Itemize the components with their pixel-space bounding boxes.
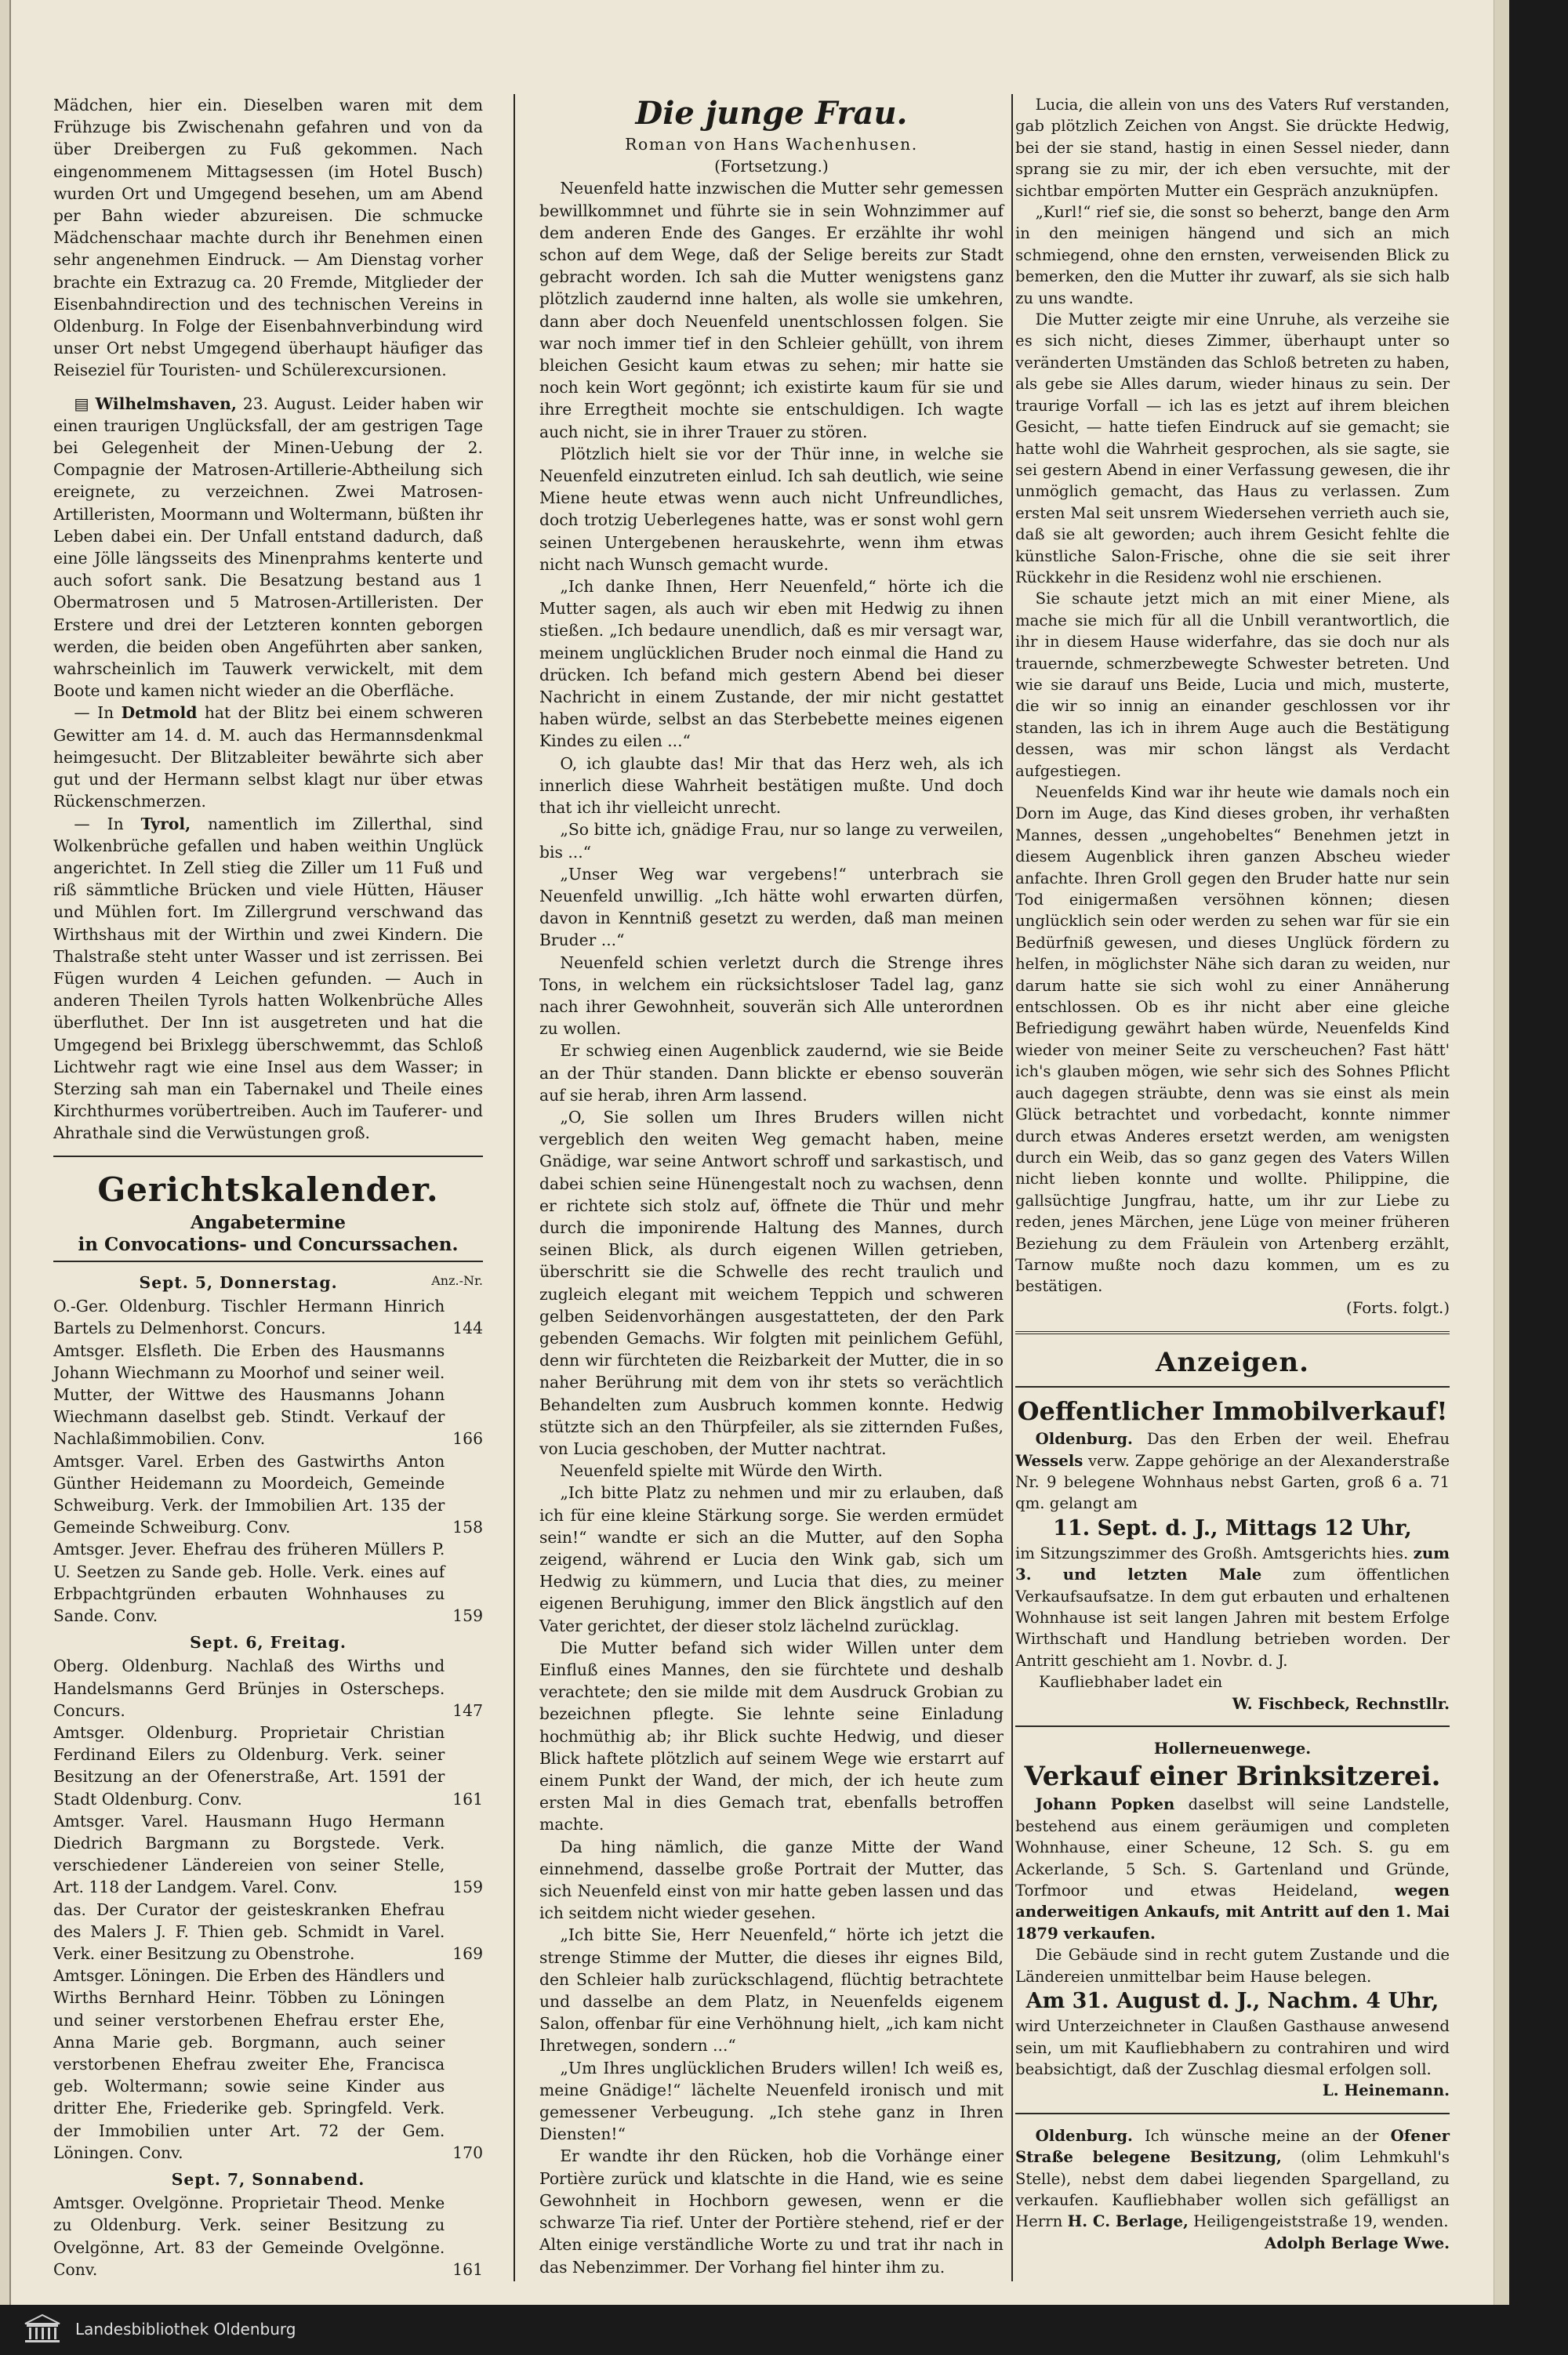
ad-date: 11. Sept. d. J., Mittags 12 Uhr, [1053, 1515, 1412, 1540]
ad-signature: Adolph Berlage Wwe. [1265, 2233, 1450, 2252]
court-entry-text: Oberg. Oldenburg. Nachlaß des Wirths und Handelsmanns Gerd Brünjes in Osterscheps. Concurs. [53, 1656, 445, 1720]
court-entry-number: 159 [452, 1606, 483, 1625]
previous-page-edge [0, 0, 11, 2305]
page-edge [1494, 0, 1509, 2305]
story-paragraph: Neuenfeld spielte mit Würde den Wirth. [560, 1461, 883, 1481]
ad-text-part: zum öffentlichen Verkaufsaufsatze. In dem gut erbauten und erhaltenen Wohnhause ist seit langen Jahren mit bestem Erfolge Wirthschaft und Handlung betrieben worden. Der Antritt geschieht am 1. Novbr. d. J. [1015, 1566, 1450, 1670]
story-paragraph: „Ich bitte Platz zu nehmen und mir zu erlauben, daß ich für eine kleine Stärkung sorge. Sie werden ermüdet sein!“ wandte er sich an die Mutter, auf den Sopha zeigend, während er Lucia den Wink gab, sich um Hedwig zu kümmern, und Lucia that dies, zu meiner eigenen Beruhigung, immer den Blick ängstlich auf den Vater gerichtet, der dieser stolz lächelnd zurücklag. [539, 1483, 1004, 1635]
ad-text-part: (olim Lehmkuhl's Stelle), nebst dem dabei liegenden Spargelland, zu verkaufen. Kaufliebhaber wollen sich gefälligst an Herrn [1015, 2148, 1450, 2231]
story-paragraph: „Unser Weg war vergebens!“ unterbrach sie Neuenfeld unwillig. „Ich hätte wohl erwarten dürfen, davon in Kenntniß gesetzt zu werden, daß man meinen Bruder ...“ [539, 864, 1004, 950]
ad-text [1015, 2125, 1450, 2233]
column-1 [53, 94, 483, 2281]
story-paragraph: Neuenfeld hatte inzwischen die Mutter sehr gemessen bewillkommnet und führte sie in sein Wohnzimmer auf dem anderen Ende des Ganges. Er erzählte ihr wohl schon auf dem Wege, daß der Selige bereits zur Stadt gebracht worden. Ich sah die Mutter wenigstens ganz plötzlich zaudernd inne halten, als wolle sie umkehren, dann aber doch Neuenfeld unentschlossen folgen. Sie war noch immer tief in den Schleier gehüllt, von ihrem bleichen Gesicht kaum etwas zu sehen; mir hatte sie noch kein Wort gegönnt; ich existirte kaum für sie und ihre Erregtheit mochte sie entschuldigen. Ich wagte auch nicht, sie in ihrer Trauer zu stören. [539, 179, 1004, 441]
story-paragraph: Die Mutter zeigte mir eine Unruhe, als verzeihe sie es sich nicht, dieses Zimmer, überhaupt unter so veränderten Umständen das Schloß betreten zu haben, als gebe sie Alles darum, wieder hinaus zu sein. Der traurige Vorfall — ich las es jetzt auf ihrem bleichen Gesicht, — hatte tiefen Eindruck auf sie gemacht; sie hatte wohl die Wahrheit gesprochen, als sie sagte, sie sei gestern Abend in einer Verfassung gewesen, die ihr unmöglich gemacht, das Haus zu verlassen. Zum ersten Mal seit unsrem Wiedersehen verrieth auch sie, daß sie alt geworden; auch ihrem Gesicht fehlte die künstliche Salon-Frische, ohne die sie seit ihrer Rückkehr in die Residenz wohl nie erschienen. [1015, 310, 1450, 586]
court-entry-number: 170 [452, 2143, 483, 2162]
court-entry-number: 147 [452, 1700, 483, 1720]
court-entry-text: Amtsger. Löningen. Die Erben des Händlers und Wirths Bernhard Heinr. Többen zu Löningen und seiner verstorbenen Ehefrau erster Ehe, Anna Marie geb. Borgmann, auch seiner verstorbenen Ehefrau zweiter Ehe, Francisca geb. Woltermann; sowie seine Kinder aus dritter Ehe, Friederike geb. Springfeld. Verk. der Immobilien unter Art. 72 der Gem. Löningen. Conv. [53, 1966, 445, 2162]
ad-emphasis: wegen anderweitigen Ankaufs, mit Antritt auf den 1. Mai 1879 verkaufen. [1015, 1881, 1450, 1943]
court-entry [53, 1450, 483, 1539]
court-calendar-title: Gerichtskalender. [97, 1170, 439, 1209]
ad-name: Wessels [1015, 1451, 1083, 1470]
court-entries-group [53, 2192, 483, 2281]
story-paragraph: O, ich glaubte das! Mir that das Herz weh, als ich innerlich diese Wahrheit bestätigen mußte. Und doch that ich ihr vielleicht unrecht. [539, 753, 1004, 818]
court-entry [53, 1655, 483, 1722]
ad-text: wird Unterzeichneter in Claußen Gasthause anwesend sein, um mit Kaufliebhabern zu contrahiren und wird beabsichtigt, daß der Zuschlag diesmal erfolgen soll. [1015, 2017, 1450, 2078]
court-entry-number: 158 [452, 1518, 483, 1537]
court-entry [53, 1899, 483, 1965]
court-entry-text: Amtsger. Oldenburg. Proprietair Christian Ferdinand Eilers zu Oldenburg. Verk. seiner Besitzung an der Ofenerstraße, Art. 1591 der Stadt Oldenburg. Conv. [53, 1723, 445, 1809]
court-entry-number: 161 [452, 2259, 483, 2279]
ad-text [1015, 1794, 1450, 1944]
news-detmold [53, 702, 483, 812]
ad-name: H. C. Berlage, [1067, 2212, 1189, 2231]
court-entry [53, 1538, 483, 1627]
ad-title: Verkauf einer Brinksitzerei. [1024, 1761, 1441, 1793]
court-entries-group [53, 1295, 483, 1627]
court-entry-text: Amtsger. Elsfleth. Die Erben des Hausmanns Johann Wiechmann zu Moorhof und seiner weil. Mutter, der Wittwe des Hausmanns Johann Wiechmann daselbst geb. Stindt. Verkauf der Nachlaßimmobilien. Conv. [53, 1341, 445, 1449]
court-entry-number: 159 [452, 1878, 483, 1897]
story-paragraph: „Ich bitte Sie, Herr Neuenfeld,“ hörte ich jetzt die strenge Stimme der Mutter, die dieses ihr eignes Bild, den Schleier halb zurückschlagend, flüchtig betrachtete und dasselbe an dem Platz, in Neuenfelds eigenem Salon, offenbar für eine Verhöhnung hielt, „ich kam nicht Ihretwegen, sondern ...“ [539, 1925, 1004, 2056]
section-divider [1015, 1331, 1450, 1334]
court-calendar-subtitle-2: in Convocations- und Concurssachen. [78, 1233, 459, 1255]
ad-text-part: im Sitzungszimmer des Großh. Amtsgerichts hies. [1015, 1544, 1409, 1562]
news-wilhelmshaven [53, 393, 483, 702]
ad-place: Oldenburg. [1035, 2126, 1133, 2145]
story-paragraph: Er wandte ihr den Rücken, hob die Vorhänge einer Portière zurück und klatschte in die Hand, wie es seine Gewohnheit in Hochborn gewesen, wenn er die schwarze Tia rief. Unter der Portière stehend, rief er der Alten einige verständliche Worte zu und trat ihr nach in das Nebenzimmer. Der Vorhang fiel hinter ihm zu. [539, 2146, 1004, 2277]
library-building-icon [22, 2313, 63, 2344]
ad-text [1015, 1428, 1450, 1515]
dash: — In [74, 814, 124, 833]
section-divider [53, 1156, 483, 1157]
ad-place: Oldenburg. [1035, 1430, 1133, 1449]
place-heading: Tyrol, [140, 814, 191, 833]
date-heading: Sept. 6, Freitag. [190, 1633, 347, 1653]
ad-place-heading: Hollerneuenwege. [1153, 1740, 1312, 1758]
court-entry-number: 161 [452, 1789, 483, 1809]
ad-signature-row [1015, 1671, 1450, 1693]
news-text: 23. August. Leider haben wir einen traurigen Unglücksfall, der am gestrigen Tage bei Gelegenheit der Minen-Uebung der 2. Compagnie der Matrosen-Artillerie-Abtheilung sich ereignete, zu verzeichnen. Zwei Matrosen-Artilleristen, Moormann und Woltermann, büßten ihr Leben dabei ein. Der Unfall entstand dadurch, daß eine Jölle längsseits des Minenprahms kenterte und auch sofort sank. Die Besatzung bestand aus 1 Obermatrosen und 5 Matrosen-Artilleristen. Der Erstere und drei der Letzteren konnten geborgen werden, die beiden oben Angeführten aber sanken, wahrscheinlich im Tauwerk verwickelt, mit dem Boote und kamen nicht wieder an die Oberfläche. [53, 394, 484, 701]
story-paragraph: „Ich danke Ihnen, Herr Neuenfeld,“ hörte ich die Mutter sagen, als auch wir eben mit Hedwig zu ihnen stießen. „Ich bedaure unendlich, daß es mir versagt war, meinem unglücklichen Bruder noch einmal die Hand zu drücken. Ich befand mich gestern Abend bei dieser Nachricht in einem Zustande, der mir nicht gestattet haben würde, selbst an das Sterbebette meines eigenen Kindes zu eilen ...“ [539, 577, 1004, 751]
story-paragraph: Da hing nämlich, die ganze Mitte der Wand einnehmend, dasselbe große Portrait der Mutter, das sich Neuenfeld einst von mir hatte geben lassen und das ich seitdem nicht wieder gesehen. [539, 1837, 1004, 1923]
ad-text-part: Ich wünsche meine an der [1145, 2126, 1379, 2145]
article-paragraph: Mädchen, hier ein. Dieselben waren mit dem Frühzuge bis Zwischenahn gefahren und von da über Dreibergen zu Fuß gekommen. Nach eingenommenem Mittagsessen (im Hotel Busch) wurden Ort und Umgegend besehen, um am Abend per Bahn wieder abzureisen. Die schmucke Mädchenschaar machte durch ihr Benehmen einen sehr angenehmen Eindruck. — Am Dienstag vorher brachte ein Extrazug ca. 20 Fremde, Mitglieder der Eisenbahndirection und des technischen Vereins in Oldenburg. In Folge der Eisenbahnverbindung wird unser Ort nebst Umgegend überhaupt häufiger das Reiseziel für Touristen- und Schülerexcursionen. [53, 96, 483, 380]
ads-title: Anzeigen. [1156, 1347, 1309, 1379]
section-divider [1015, 1725, 1450, 1727]
story-paragraph: „Kurl!“ rief sie, die sonst so beherzt, bange den Arm in den meinigen hängend und sich an mich schmiegend, ohne den ernsten, verweisenden Blick zu bemerken, den die Mutter ihr zuwarf, als sie sich halb zu uns wandte. [1015, 203, 1450, 307]
ad-title: Oeffentlicher Immobilverkauf! [1017, 1396, 1448, 1427]
place-heading: Wilhelmshaven, [95, 394, 237, 413]
court-entry-text: Amtsger. Jever. Ehefrau des früheren Müllers P. U. Seetzen zu Sande geb. Holle. Verk. eines auf Erbpachtgründen erbauten Wohnhauses zu Sande. Conv. [53, 1540, 445, 1625]
court-entry-text: Amtsger. Ovelgönne. Proprietair Theod. Menke zu Oldenburg. Verk. seiner Besitzung zu Ovelgönne, Art. 83 der Gemeinde Ovelgönne. Conv. [53, 2194, 445, 2279]
court-calendar-subtitle: Angabetermine [190, 1211, 347, 1233]
court-entry [53, 1295, 483, 1339]
section-divider [53, 1261, 483, 1262]
story-paragraph: Neuenfelds Kind war ihr heute wie damals noch ein Dorn im Auge, das Kind dieses groben, ihr verhaßten Mannes, dessen „ungehobeltes“ Benehmen jetzt in diesem Augenblick ihren ganzen Abscheu wieder anfachte. Ihren Groll gegen den Bruder hatte nur sein Tod einigermaßen versöhnen können; diesen unglücklich sein oder werden zu sehen war für sie ein Bedürfniß gewesen, und dieses Unglück fördern zu helfen, in möglichster Nähe sich daran zu weiden, nur darum hatte sie sich wohl zu einer Annäherung entschlossen. Ob es ihr nicht aber eine gleiche Befriedigung gewährt haben würde, Neuenfelds Kind wieder von meiner Seite zu verscheuchen? Fast hätt' ich's glauben mögen, wie sehr sich des Sohnes Pflicht auch dagegen sträubte, denn was sie einst als mein Glück betrachtet und vorbedacht, konnte nimmer durch etwas Anderes ersetzt werden, am wenigsten durch ein Weib, das so ganz gegen des Vaters Willen nicht lieben konnte und wollte. Philippine, die gallsüchtige Jungfrau, hatte, um ihr zur Liebe zu reden, jenes Märchen, jene Lüge von meiner früheren Beziehung zu dem Fräulein von Artenberg erzählt, Tarnow mußte noch dazu kommen, um es zu bestätigen. [1015, 783, 1450, 1296]
story-paragraph: „O, Sie sollen um Ihres Bruders willen nicht vergeblich den weiten Weg gemacht haben, meine Gnädige, war seine Antwort schroff und sarkastisch, und dabei schien seine Hünengestalt noch zu wachsen, denn er richtete sich stolz auf, öffnete die Thür und mehr durch die imponirende Haltung des Mannes, durch seinen Blick, als durch eigenen Willen getrieben, überschritt sie die Schwelle des recht traulich und zugleich elegant mit weichem Teppich und schweren gelben Seidenvorhängen ausgestatteten, der den Park gebenden Gemachs. Wir folgten mit peinlichem Gefühl, denn wir fürchteten die Reizbarkeit der Mutter, die in so naher Berührung mit dem von ihr stets so verächtlich Behandelten zum Ausbruch kommen konnte. Hedwig stützte sich an den Thürpfeiler, als sie zitternden Fußes, von Lucia geschoben, der Mutter nachtrat. [539, 1107, 1004, 1458]
court-entry-text: O.-Ger. Oldenburg. Tischler Hermann Hinrich Bartels zu Delmenhorst. Concurs. [53, 1297, 445, 1338]
column-label: Anz.-Nr. [431, 1272, 483, 1288]
court-entry-text: Amtsger. Varel. Erben des Gastwirths Anton Günther Heidemann zu Moordeich, Gemeinde Schweiburg. Verk. der Immobilien Art. 135 der Gemeinde Schweiburg. Conv. [53, 1451, 445, 1537]
column-2 [539, 94, 1004, 2278]
court-entry [53, 1722, 483, 1810]
court-entry-text: Amtsger. Varel. Hausmann Hugo Hermann Diedrich Bargmann zu Borgstede. Verk. verschiedener Ländereien von seiner Stelle, Art. 118 der Landgem. Varel. Conv. [53, 1811, 445, 1897]
court-entry-number: 166 [452, 1429, 483, 1449]
novel-title: Die junge Frau. [635, 95, 908, 132]
ad-text-part: verw. Zappe gehörige an der Alexanderstraße Nr. 9 belegene Wohnhaus nebst Garten, groß 6 a. 71 qm. gelangt am [1015, 1451, 1450, 1513]
ad-text-part: Heiligengeiststraße 19, wenden. [1193, 2212, 1449, 2231]
ad-text-part: Kaufliebhaber ladet ein [1039, 1673, 1223, 1692]
court-entry [53, 1340, 483, 1450]
ad-signature: L. Heinemann. [1322, 2081, 1450, 2100]
court-entry [53, 1810, 483, 1899]
story-paragraph: Lucia, die allein von uns des Vaters Ruf verstanden, gab plötzlich Zeichen von Angst. Sie drückte Hedwig, bei der sie stand, hastig in einen Sessel nieder, dann sprang sie zu mir, der ich eben versuchte, mit der sichtbar empörten Mutter ein Gespräch anzuknüpfen. [1015, 96, 1450, 200]
ad-emphasis: Ofener Straße belegene Besitzung, [1015, 2126, 1450, 2167]
story-paragraph: Neuenfeld schien verletzt durch die Strenge ihres Tons, in welchem ein rücksichtsloser Tadel lag, ganz nach ihrer Gewohnheit, souverän sich Alle unterordnen zu wollen. [539, 953, 1004, 1039]
court-entries-group [53, 1655, 483, 2164]
ad-name: Johann Popken [1035, 1795, 1175, 1814]
story-paragraph: Er schwieg einen Augenblick zaudernd, wie sie Beide an der Thür standen. Dann blickte er ebenso souverän auf sie herab, ihren Arm lassend. [539, 1041, 1004, 1105]
ad-text: Die Gebäude sind in recht gutem Zustande und die Ländereien unmittelbar beim Hause belegen. [1015, 1946, 1450, 1986]
section-divider [1015, 2113, 1450, 2114]
newspaper-icon: ▤ [74, 394, 96, 413]
ad-emphasis: zum 3. und letzten Male [1015, 1544, 1450, 1584]
court-entry [53, 1965, 483, 2164]
column-rule-2 [1011, 94, 1013, 2281]
story-paragraph: Plötzlich hielt sie vor der Thür inne, in welche sie Neuenfeld einzutreten einlud. Ich sah deutlich, wie seine Miene heute etwas wenn auch nicht Unfreundliches, doch trotzig Ueberlegenes hatte, was er sonst wohl gern seinen Untergebenen herauskehrte, wenn ihm etwas nicht nach Wunsch gemacht wurde. [539, 444, 1004, 574]
novel-text [539, 177, 1004, 2277]
story-paragraph: „So bitte ich, gnädige Frau, nur so lange zu verweilen, bis ...“ [539, 820, 1004, 862]
story-paragraph: „Um Ihres unglücklichen Bruders willen! Ich weiß es, meine Gnädige!“ lächelte Neuenfeld ironisch und mit gemessener Verbeugung. „Ich stehe ganz in Ihren Diensten!“ [539, 2058, 1004, 2144]
ad-date: Am 31. August d. J., Nachm. 4 Uhr, [1025, 1989, 1439, 2014]
news-text: namentlich im Zillerthal, sind Wolkenbrüche gefallen und haben weithin Unglück angerichtet. In Zell stieg die Ziller um 11 Fuß und riß sämmtliche Brücken und viele Hütten, Häuser und Mühlen fort. Im Zillergrund verschwand das Wirthshaus mit der Wirthin und zwei Kindern. Die Thalstraße steht unter Wasser und ist zerrissen. Bei Fügen wurden 4 Leichen gefunden. — Auch in anderen Theilen Tyrols hatten Wolkenbrüche Alles überfluthet. Der Inn ist ausgetreten und hat die Umgegend bei Brixlegg überschwemmt, das Schloß Lichtwehr ragt wie eine Insel aus dem Wasser; in Sterzing sah man ein Tabernakel und Theile eines Kirchthurmes vorübertreiben. Auch im Tauferer- und Ahrathale sind die Verwüstungen groß. [53, 814, 483, 1143]
news-tyrol [53, 813, 483, 1145]
court-entry [53, 2192, 483, 2281]
ad-text [1015, 1543, 1450, 1671]
novel-text-continued [1015, 94, 1450, 1297]
date-heading: Sept. 5, Donnerstag. [139, 1272, 338, 1292]
court-entry-number: 144 [452, 1319, 483, 1338]
story-paragraph: Sie schaute jetzt mich an mit einer Miene, als mache sie mich für all die Unbill verantwortlich, die ihr in diesem Hause widerfahre, das sie doch nur als trauernde, schmerzbewegte Schwester betreten. Und wie sie darauf uns Beide, Lucia und mich, musterte, die wir so innig an einander geschlossen vor ihr standen, las ich in ihrem Auge auch die Bestätigung dessen, was mir schon längst als Verdacht aufgestiegen. [1015, 590, 1450, 780]
date-heading: Sept. 7, Sonnabend. [171, 2170, 365, 2190]
story-paragraph: Die Mutter befand sich wider Willen unter dem Einfluß eines Mannes, den sie fürchtete und deshalb verachtete; den sie milde mit dem Ausdruck Grobian zu bezeichnen pflegte. Sie lehnte seine Einladung hochmüthig ab; ihr Blick suchte Hedwig, und dieser Blick haftete plötzlich auf seinem Wege wie erstarrt auf einem Punkt der Wand, der mich, der ich heute zum ersten Mal in dies Gemach trat, ebenfalls betroffen machte. [539, 1638, 1004, 1834]
library-name[interactable]: Landesbibliothek Oldenburg [75, 2320, 296, 2339]
news-text: hat der Blitz bei einem schweren Gewitter am 14. d. M. auch das Hermannsdenkmal heimgesucht. Der Blitzableiter bewährte sich aber gut und der Hermann selbst klagt nur über etwas Rückenschmerzen. [53, 703, 483, 811]
ad-signature: W. Fischbeck, Rechnstllr. [1232, 1694, 1450, 1713]
ad-text-part: Das den Erben der weil. Ehefrau [1146, 1430, 1450, 1449]
court-entry-number: 169 [452, 1944, 483, 1964]
ad-text-part: daselbst will seine Landstelle, bestehend aus einem geräumigen und completen Wohnhause, einer Scheune, 12 Sch. S. gu em Ackerlande, 5 Sch. S. Gartenland und Gründe, Torfmoor und etwas Heideland, [1015, 1795, 1450, 1900]
continuation-label: (Fortsetzung.) [714, 157, 829, 176]
to-be-continued: (Forts. folgt.) [1346, 1298, 1450, 1317]
section-divider [1015, 1386, 1450, 1388]
dash: — In [74, 703, 114, 723]
novel-subtitle: Roman von Hans Wachenhusen. [625, 135, 918, 154]
column-rule-1 [514, 94, 515, 2281]
court-entry-text: das. Der Curator der geisteskranken Ehefrau des Malers J. F. Thien geb. Schmidt in Varel. Verk. einer Besitzung zu Obenstrohe. [53, 1900, 445, 1964]
date-row [53, 1267, 483, 1295]
column-3 [1015, 94, 1450, 2254]
place-heading: Detmold [121, 703, 198, 723]
